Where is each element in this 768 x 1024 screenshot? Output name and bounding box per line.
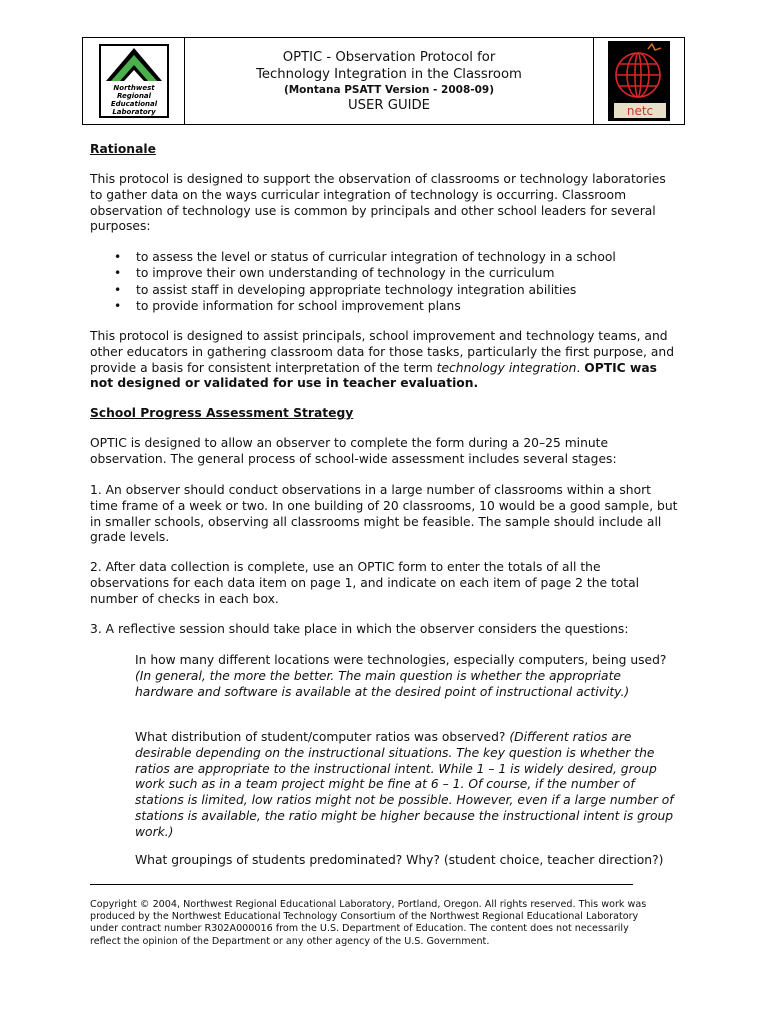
reflection-question-2	[135, 730, 680, 841]
list-item	[90, 282, 680, 298]
bullet-icon: •	[114, 250, 122, 264]
title-user-guide: USER GUIDE	[348, 97, 430, 113]
strategy-heading: School Progress Assessment Strategy	[90, 406, 354, 420]
nwrel-logo	[83, 38, 185, 124]
footer-divider	[90, 884, 633, 885]
netc-globe-icon	[608, 41, 670, 121]
document-title	[185, 38, 593, 124]
bullet-icon: •	[114, 298, 122, 313]
strategy-intro: OPTIC is designed to allow an observer to complete the form during a 20–25 minute observation. The general process of school-wide assessment includes several stages:	[90, 436, 617, 466]
logo-text-line-2: Regional	[116, 92, 151, 100]
list-item	[90, 249, 680, 265]
bullet-icon: •	[114, 282, 122, 297]
paragraph-text: This protocol is designed to assist principals, school improvement and technology teams, and other educators in gathering classroom data for those tasks, particularly the first purpose, and provide a basis for consistent interpretation of the term	[90, 329, 674, 375]
nwrel-mountain-icon	[98, 43, 170, 119]
logo-text-line-4: Laboratory	[111, 108, 156, 116]
list-item-text: to assist staff in developing appropriate technology integration abilities	[136, 282, 577, 297]
question-text: What distribution of student/computer ratios was observed?	[135, 730, 510, 744]
evaluation-disclaimer: OPTIC was not designed or validated for use in teacher evaluation.	[90, 360, 657, 391]
rationale-heading: Rationale	[90, 142, 156, 156]
question-guidance: (In general, the more the better. The main question is whether the appropriate hardware and software is available at the desired point of instructional activity.)	[135, 668, 630, 699]
strategy-step-2: 2. After data collection is complete, use an OPTIC form to enter the totals of all the observations for each data item on page 1, and indicate on each item of page 2 the total number of checks in each box.	[90, 560, 640, 606]
list-item	[90, 298, 680, 314]
paragraph-text: .	[576, 360, 585, 375]
list-item	[90, 265, 680, 281]
emphasized-term: technology integration	[436, 360, 577, 375]
strategy-step-1: 1. An observer should conduct observations in a large number of classrooms within a short time frame of a week or two. In one building of 20 classrooms, 10 would be a good sample, but in smaller schools, observing all classrooms might be feasible. The sample should include all grade levels.	[90, 483, 678, 545]
copyright-notice: Copyright © 2004, Northwest Regional Educational Laboratory, Portland, Oregon. All rights reserved. This work was produced by the Northwest Educational Technology Consortium of the Northwest Regional Educational Laboratory under contract number R302A000016 from the U.S. Department of Education. The content does not necessarily reflect the opinion of the Department or any other agency of the U.S. Government.	[90, 899, 647, 947]
netc-logo-text: netc	[626, 104, 654, 118]
list-item-text: to improve their own understanding of technology in the curriculum	[136, 266, 555, 281]
title-version: (Montana PSATT Version - 2008-09)	[283, 83, 495, 96]
reflection-question-3: What groupings of students predominated? Why? (student choice, teacher direction?)	[135, 853, 664, 867]
title-line-1: OPTIC - Observation Protocol for	[282, 49, 496, 65]
netc-logo	[593, 38, 684, 124]
bullet-icon: •	[114, 266, 122, 281]
question-guidance: (Different ratios are desirable depending on the instructional situations. The key question is whether the ratios are appropriate to the instructional intent. While 1 – 1 is widely desired, group work such as in a team project might be fine at 6 – 1. Of course, if the number of stations is limited, low ratios might not be possible. However, even if a large number of stations is available, the ratio might be higher because the instructional intent is group work.)	[135, 730, 674, 839]
rationale-paragraph-2	[90, 329, 680, 392]
logo-text-line-3: Educational	[110, 100, 157, 108]
purposes-list	[90, 249, 680, 314]
document-header	[82, 37, 685, 125]
rationale-paragraph-1: This protocol is designed to support the observation of classrooms or technology laboratories to gather data on the ways curricular integration of technology is occurring. Classroom observation of technology use is common by principals and other school leaders for several purposes:	[90, 172, 666, 234]
list-item-text: to provide information for school improvement plans	[136, 298, 461, 313]
question-text: In how many different locations were technologies, especially computers, being used?	[135, 653, 667, 667]
reflection-question-1	[135, 653, 680, 700]
title-line-2: Technology Integration in the Classroom	[256, 66, 522, 82]
logo-text-line-1: Northwest	[112, 84, 155, 92]
list-item-text: to assess the level or status of curricular integration of technology in a school	[136, 250, 616, 264]
strategy-step-3: 3. A reflective session should take place in which the observer considers the questions:	[90, 622, 629, 636]
